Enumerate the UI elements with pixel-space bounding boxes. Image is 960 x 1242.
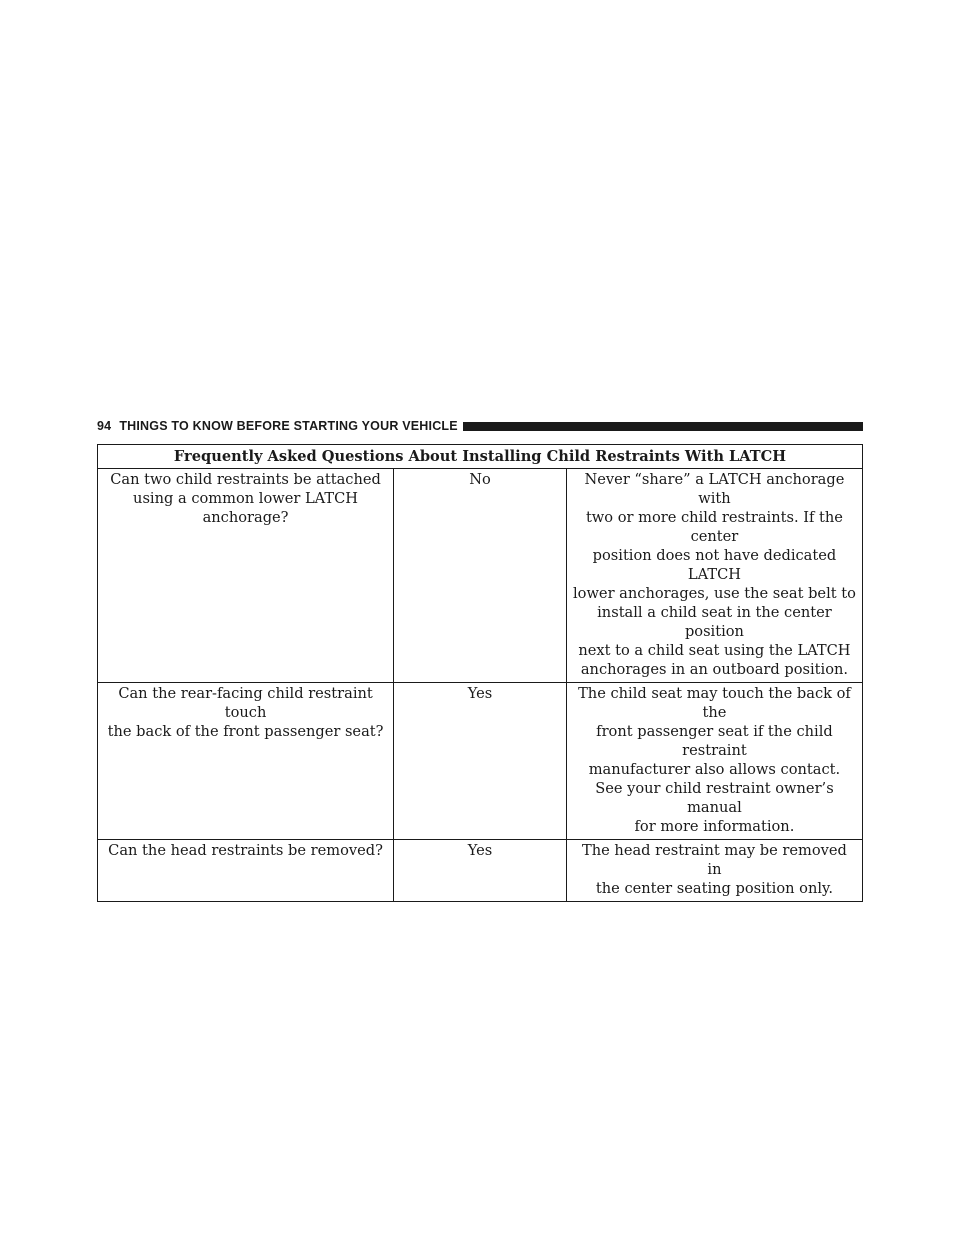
comment-text: Never “share” a LATCH anchorage with two or more child restraints. If the center position does not have dedicated LATCH lower anchorages, use the seat belt to install a child seat in the center position next to a child seat using the LATCH anchorages in an outboard position. [572, 471, 856, 678]
answer-text: No [469, 471, 491, 488]
answer-cell [394, 683, 567, 840]
answer-text: Yes [467, 685, 493, 702]
question-text: Can two child restraints be attached using a common lower LATCH anchorage? [110, 471, 381, 526]
comment-text: The head restraint may be removed in the center seating position only. [582, 842, 847, 897]
table-row [98, 840, 863, 902]
faq-table [97, 444, 863, 902]
question-cell [98, 469, 394, 683]
answer-cell [394, 469, 567, 683]
comment-cell [566, 469, 862, 683]
table-row [98, 469, 863, 683]
question-text: Can the rear-facing child restraint touch the back of the front passenger seat? [107, 685, 384, 740]
page-header [97, 417, 863, 435]
question-cell [98, 840, 394, 902]
table-title-row [98, 445, 863, 469]
comment-cell [566, 840, 862, 902]
section-title: THINGS TO KNOW BEFORE STARTING YOUR VEHICLE [119, 419, 458, 433]
answer-text: Yes [467, 842, 493, 859]
table-row [98, 683, 863, 840]
page-number: 94 [97, 419, 112, 433]
question-text: Can the head restraints be removed? [108, 842, 383, 859]
question-cell [98, 683, 394, 840]
comment-text: The child seat may touch the back of the front passenger seat if the child restraint manufacturer also allows contact. See your child restraint owner’s manual for more information. [578, 685, 851, 835]
comment-cell [566, 683, 862, 840]
table-title: Frequently Asked Questions About Installing Child Restraints With LATCH [98, 445, 863, 469]
answer-cell [394, 840, 567, 902]
header-rule [463, 422, 863, 431]
